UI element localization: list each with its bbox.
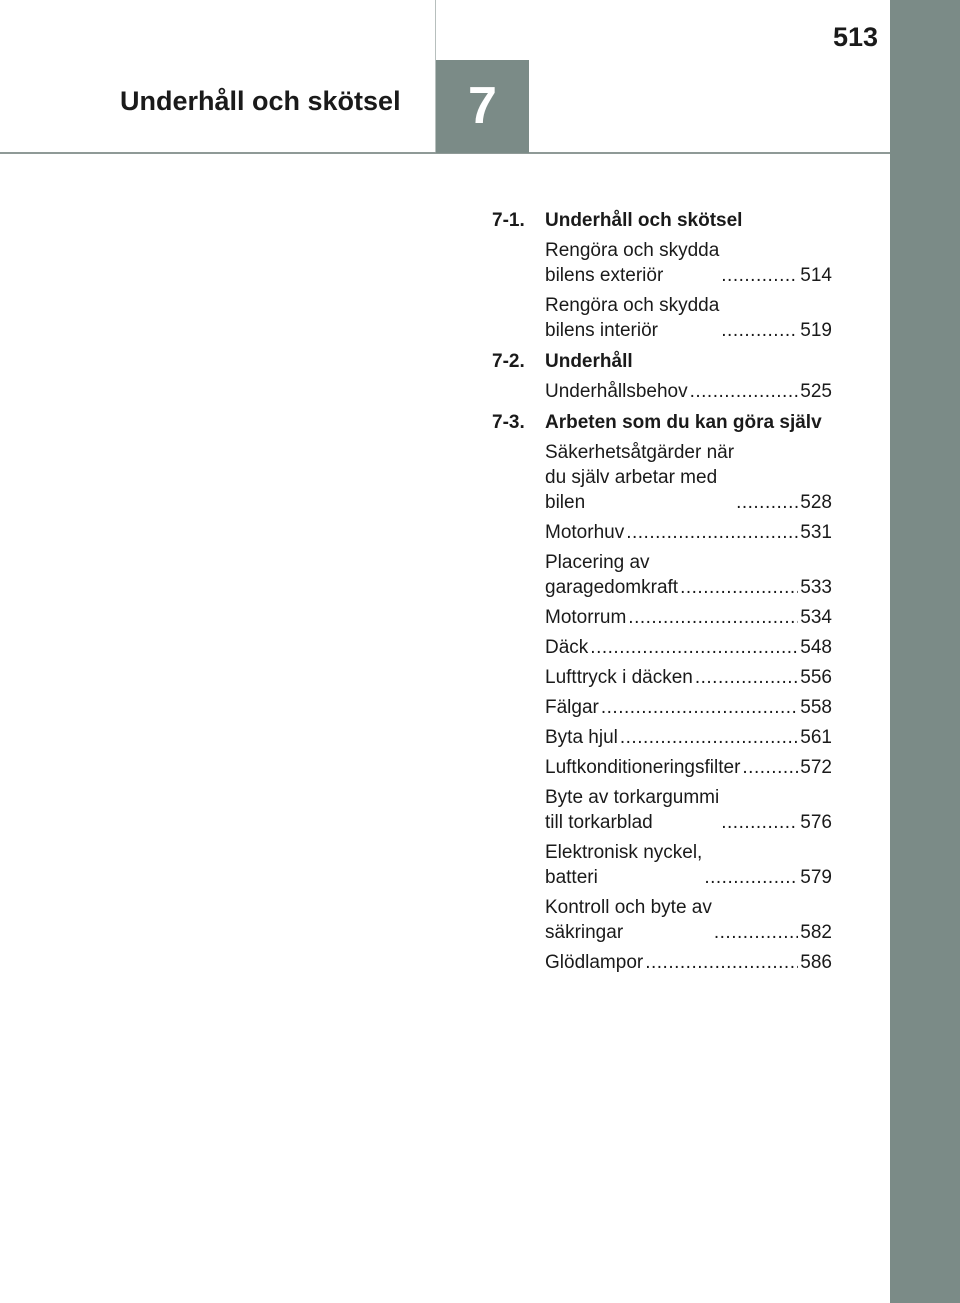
chapter-number-badge: 7 [436, 60, 529, 153]
toc-entry-line: säkringar [545, 922, 624, 943]
toc-entry-text [545, 840, 702, 890]
toc-dot-leader [645, 950, 798, 975]
toc-dot-leader [721, 810, 798, 835]
page-number: 513 [832, 22, 878, 52]
toc-entry[interactable] [545, 725, 832, 750]
toc-entry-text [545, 695, 599, 720]
toc-entry-text [545, 293, 719, 343]
toc-entry[interactable] [545, 440, 832, 515]
toc-entry-line: Rengöra och skydda [545, 295, 720, 316]
toc-section-heading[interactable] [492, 410, 832, 435]
toc-section-number: 7-2. [492, 351, 525, 372]
toc-page-number: 561 [800, 727, 832, 748]
toc-dot-leader [704, 865, 798, 890]
toc-entry-line: Underhållsbehov [545, 381, 688, 402]
toc-entry[interactable] [545, 785, 832, 835]
toc-dot-leader [690, 379, 799, 404]
toc-entry-line: du själv arbetar med [545, 467, 718, 488]
toc-entry-text [545, 785, 719, 835]
chapter-side-tab [890, 0, 960, 1303]
toc-entry-line: bilens interiör [545, 320, 658, 341]
toc-entry-text [545, 605, 626, 630]
toc-dot-leader [721, 318, 798, 343]
toc-section-heading[interactable] [492, 349, 832, 374]
toc-entry-line: bilen [545, 492, 586, 513]
toc-entry-line: Rengöra och skydda [545, 240, 720, 261]
toc-section-heading[interactable] [492, 208, 832, 233]
toc-entry-line: Däck [545, 637, 589, 658]
toc-entry[interactable] [545, 635, 832, 660]
toc-dot-leader [721, 263, 798, 288]
toc-entry-text [545, 895, 712, 945]
toc-entry[interactable] [545, 695, 832, 720]
toc-entry-text [545, 440, 734, 515]
toc-entry[interactable] [545, 895, 832, 945]
toc-entry-line: Lufttryck i däcken [545, 667, 693, 688]
toc-entry-line: Elektronisk nyckel, [545, 842, 703, 863]
toc-entry-line: Säkerhetsåtgärder när [545, 442, 735, 463]
toc-entry-line: Placering av [545, 552, 650, 573]
toc-dot-leader [695, 665, 798, 690]
toc-dot-leader [601, 695, 798, 720]
toc-entry-line: bilens exteriör [545, 265, 664, 286]
toc-dot-leader [736, 490, 798, 515]
toc-page-number: 556 [800, 667, 832, 688]
toc-dot-leader [680, 575, 798, 600]
toc-page-number: 514 [800, 265, 832, 286]
toc-page-number: 576 [800, 812, 832, 833]
toc-entry-text [545, 725, 618, 750]
toc-entry-text [545, 520, 624, 545]
toc-page-number: 582 [800, 922, 832, 943]
toc-page-number: 579 [800, 867, 832, 888]
toc-entry-text [545, 238, 719, 288]
toc-entry[interactable] [545, 550, 832, 600]
toc-entry-line: Byte av torkargummi [545, 787, 720, 808]
toc-page-number: 528 [800, 492, 832, 513]
toc-entry[interactable] [545, 665, 832, 690]
table-of-contents [492, 208, 832, 975]
toc-page-number: 534 [800, 607, 832, 628]
toc-entry-text [545, 379, 688, 404]
toc-section-title: Underhåll och skötsel [545, 210, 743, 231]
toc-entry-line: Motorrum [545, 607, 627, 628]
toc-entry-text [545, 755, 740, 780]
toc-section-title: Arbeten som du kan göra själv [545, 412, 822, 433]
toc-dot-leader [628, 605, 798, 630]
toc-entry-line: Kontroll och byte av [545, 897, 712, 918]
toc-entry-line: Motorhuv [545, 522, 625, 543]
toc-dot-leader [714, 920, 798, 945]
toc-entry[interactable] [545, 605, 832, 630]
toc-section-number: 7-3. [492, 412, 525, 433]
toc-entry-text [545, 550, 678, 600]
toc-entry[interactable] [545, 379, 832, 404]
toc-dot-leader [626, 520, 798, 545]
toc-section-number: 7-1. [492, 210, 525, 231]
toc-entry-line: Fälgar [545, 697, 599, 718]
toc-dot-leader [590, 635, 798, 660]
chapter-title: Underhåll och skötsel [120, 86, 401, 116]
toc-entry-line: garagedomkraft [545, 577, 679, 598]
toc-page-number: 525 [800, 381, 832, 402]
toc-page-number: 519 [800, 320, 832, 341]
toc-entry[interactable] [545, 293, 832, 343]
toc-entry-text [545, 665, 693, 690]
toc-entry-line: Luftkonditioneringsfilter [545, 757, 741, 778]
toc-entry-line: Byta hjul [545, 727, 618, 748]
toc-entry-text [545, 635, 588, 660]
toc-entry[interactable] [545, 520, 832, 545]
toc-entry[interactable] [545, 755, 832, 780]
toc-dot-leader [742, 755, 798, 780]
toc-entry[interactable] [545, 840, 832, 890]
toc-entry-line: Glödlampor [545, 952, 644, 973]
toc-entry-line: till torkarblad [545, 812, 653, 833]
toc-entry[interactable] [545, 950, 832, 975]
toc-entry-line: batteri [545, 867, 598, 888]
toc-page-number: 572 [800, 757, 832, 778]
toc-page-number: 558 [800, 697, 832, 718]
toc-entry[interactable] [545, 238, 832, 288]
toc-page-number: 531 [800, 522, 832, 543]
toc-dot-leader [620, 725, 798, 750]
toc-section-title: Underhåll [545, 351, 633, 372]
toc-entry-text [545, 950, 643, 975]
toc-page-number: 533 [800, 577, 832, 598]
toc-page-number: 548 [800, 637, 832, 658]
toc-page-number: 586 [800, 952, 832, 973]
